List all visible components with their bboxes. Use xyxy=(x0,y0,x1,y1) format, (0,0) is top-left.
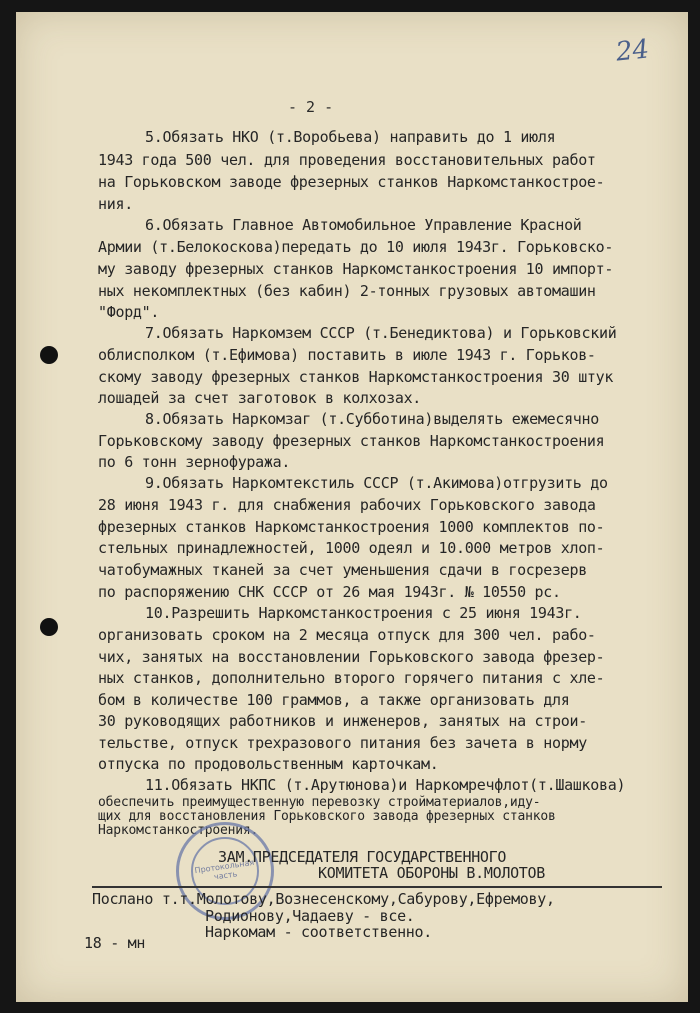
text-line: 30 руководящих работников и инженеров, занятых на строи- xyxy=(98,712,587,730)
text-line: щих для восстановления Горьковского завода фрезерных станков xyxy=(98,809,556,824)
text-line: отпуска по продовольственным карточкам. xyxy=(98,755,439,773)
text-line: 8.Обязать Наркомзаг (т.Субботина)выделять ежемесячно xyxy=(145,410,600,428)
text-line: 10.Разрешить Наркомстанкостроения с 25 июня 1943г. xyxy=(145,604,582,622)
text-line: лошадей за счет заготовок в колхозах. xyxy=(98,389,422,407)
copy-mark: 18 - мн xyxy=(84,934,146,952)
text-line: чатобумажных тканей за счет уменьшения сдачи в госрезерв xyxy=(98,561,587,579)
text-line: Армии (т.Белокоскова)передать до 10 июля 1943г. Горьковско- xyxy=(98,238,614,256)
distribution-line: Родионову,Чадаеву - все. xyxy=(205,907,415,925)
text-line: на Горьковском заводе фрезерных станков Наркомстанкостроe- xyxy=(98,173,605,191)
binder-hole-bottom xyxy=(40,618,58,636)
text-line: фрезерных станков Наркомстанкостроения 1000 комплектов по- xyxy=(98,518,605,536)
text-line: тельстве, отпуск трехразового питания без зачета в норму xyxy=(98,734,587,752)
text-line: бом в количестве 100 граммов, а также организовать для xyxy=(98,691,570,709)
text-line: по 6 тонн зернофуража. xyxy=(98,453,291,471)
text-line: 7.Обязать Наркомзем СССР (т.Бенедиктова) и Горьковский xyxy=(145,324,617,342)
text-line: ных станков, дополнительно второго горячего питания с хле- xyxy=(98,669,605,687)
divider-rule xyxy=(92,886,662,888)
text-line: му заводу фрезерных станков Наркомстанкостроения 10 импорт- xyxy=(98,260,614,278)
text-line: 28 июня 1943 г. для снабжения рабочих Горьковского завода xyxy=(98,496,596,514)
text-line: облисполком (т.Ефимова) поставить в июле 1943 г. Горьков- xyxy=(98,346,596,364)
text-line: 6.Обязать Главное Автомобильное Управление Красной xyxy=(145,216,582,234)
text-line: 5.Обязать НКО (т.Воробьева) направить до 1 июля xyxy=(145,128,556,146)
page-number: - 2 - xyxy=(288,98,334,116)
text-line: ния. xyxy=(98,195,133,213)
text-line: стельных принадлежностей, 1000 одеял и 10.000 метров хлоп- xyxy=(98,539,605,557)
text-line: организовать сроком на 2 месяца отпуск для 300 чел. рабо- xyxy=(98,626,596,644)
text-line: "Форд". xyxy=(98,303,160,321)
text-line: 11.Обязать НКПС (т.Арутюнова)и Наркомречфлот(т.Шашкова) xyxy=(145,776,626,794)
text-line: Наркомстанкостроения. xyxy=(98,823,259,838)
text-line: 1943 года 500 чел. для проведения восстановительных работ xyxy=(98,151,596,169)
distribution-line: Наркомам - соответственно. xyxy=(205,923,433,941)
text-line: 9.Обязать Наркомтекстиль СССР (т.Акимова)отгрузить до xyxy=(145,474,608,492)
signature-title: ЗАМ.ПРЕДСЕДАТЕЛЯ ГОСУДАРСТВЕННОГО xyxy=(218,848,507,866)
binder-hole-top xyxy=(40,346,58,364)
stamp-label: Протокольная часть xyxy=(194,857,255,882)
text-line: ных некомплектных (без кабин) 2-тонных грузовых автомашин xyxy=(98,282,596,300)
archive-page-number: 24 xyxy=(614,34,651,68)
signature-name: КОМИТЕТА ОБОРОНЫ В.МОЛОТОВ xyxy=(318,864,546,882)
text-line: обеспечить преимущественную перевозку стройматериалов,иду- xyxy=(98,795,541,810)
distribution-line: Послано т.т.Молотову,Вознесенскому,Сабурову,Ефремову, xyxy=(92,890,555,908)
text-line: по распоряжению СНК СССР от 26 мая 1943г. № 10550 рс. xyxy=(98,583,561,601)
text-line: чих, занятых на восстановлении Горьковского завода фрезер- xyxy=(98,648,605,666)
text-line: скому заводу фрезерных станков Наркомстанкостроения 30 штук xyxy=(98,368,614,386)
text-line: Горьковскому заводу фрезерных станков Наркомстанкостроения xyxy=(98,432,605,450)
